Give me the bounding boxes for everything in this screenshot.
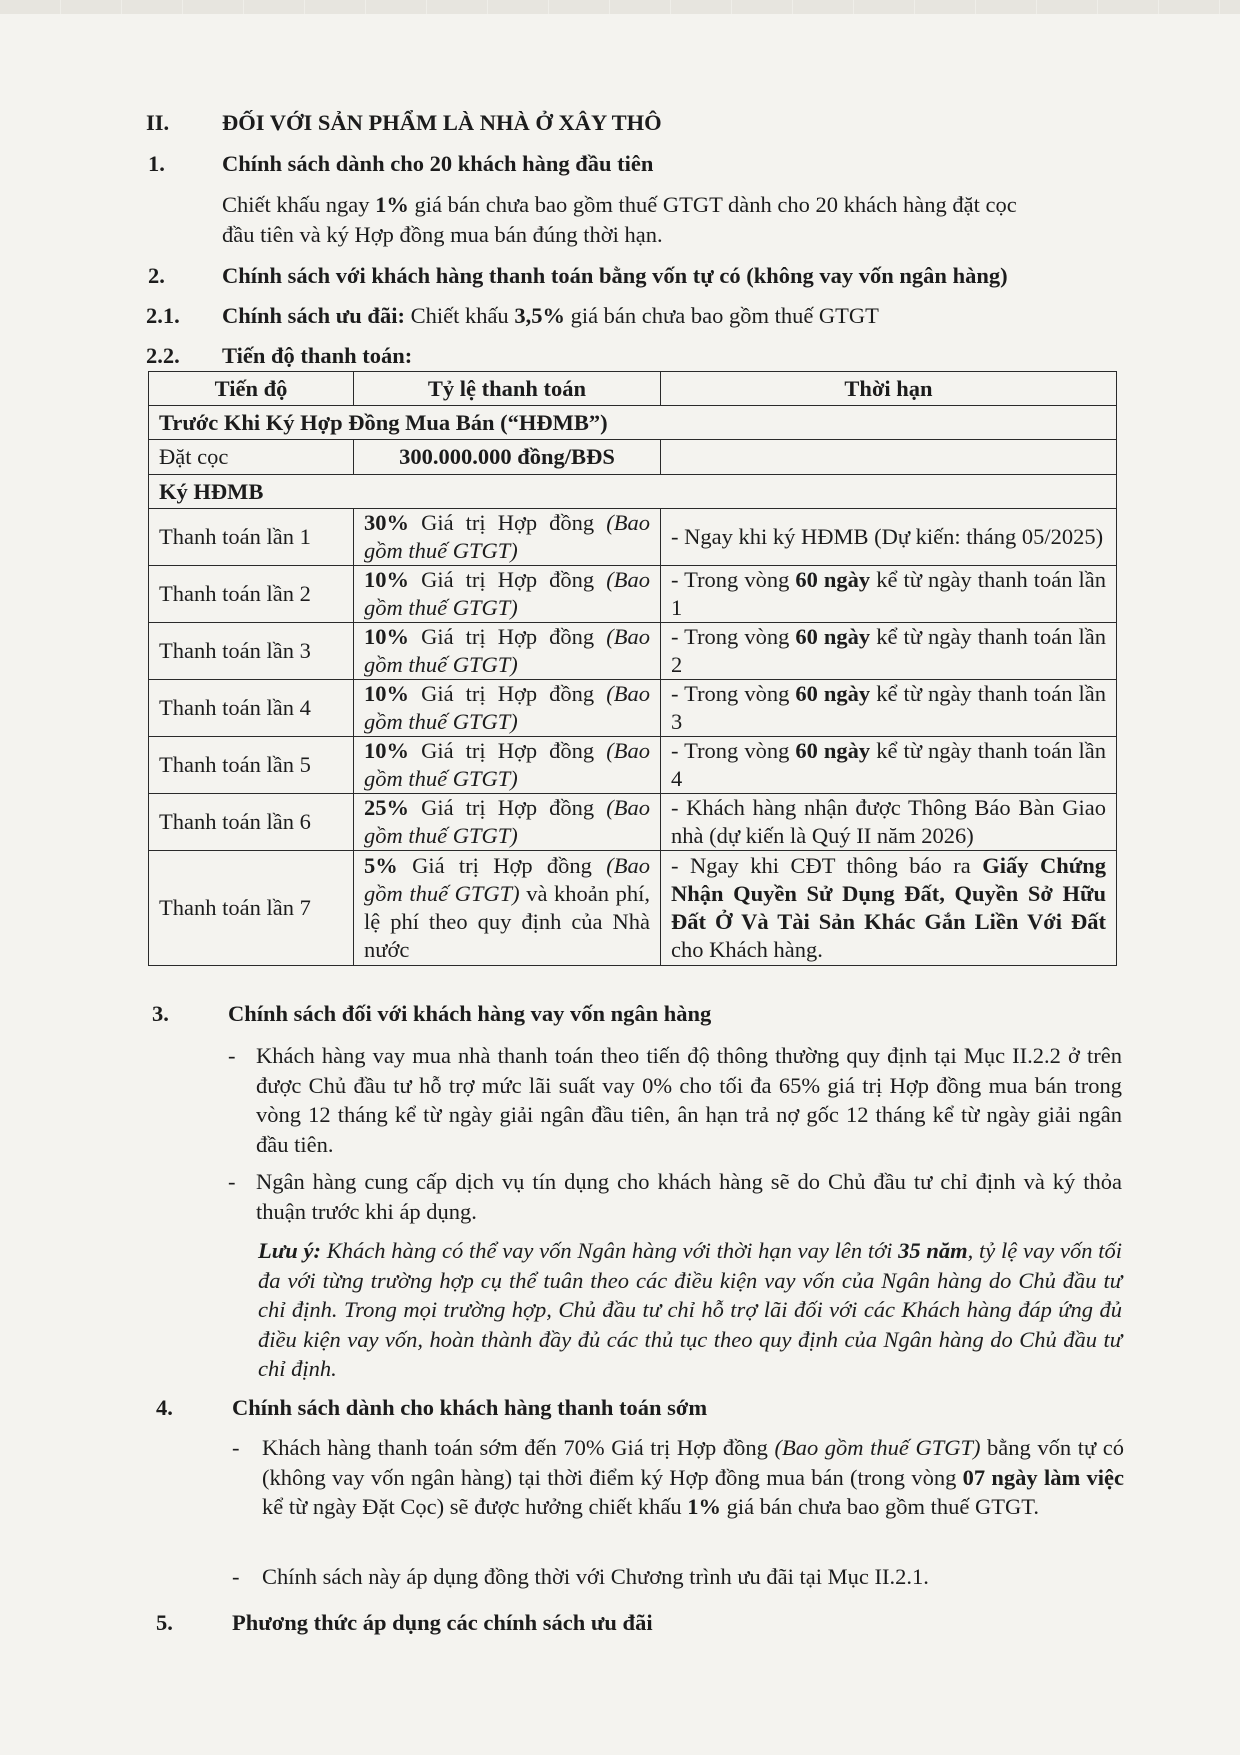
table-row [149, 680, 1117, 737]
deadline-cell: - Ngay khi ký HĐMB (Dự kiến: tháng 05/2025) [661, 509, 1117, 566]
s21-number: 2.1. [146, 303, 180, 328]
s22-title: Tiến độ thanh toán: [222, 343, 413, 368]
s4-bullet2: Chính sách này áp dụng đồng thời với Chương trình ưu đãi tại Mục II.2.1. [262, 1564, 929, 1589]
section-number: II. [146, 110, 170, 135]
deadline-cell: - Ngay khi CĐT thông báo ra Giấy Chứng Nhận Quyền Sử Dụng Đất, Quyền Sở Hữu Đất Ở Và Tài Sản Khác Gắn Liền Với Đất cho Khách hàng. [661, 851, 1117, 966]
bullet-dash: - [228, 1043, 236, 1068]
header-stage: Tiến độ [149, 372, 354, 406]
table-header-row [149, 372, 1117, 406]
s4-bullet1: Khách hàng thanh toán sớm đến 70% Giá trị Hợp đồng (Bao gồm thuế GTGT) bằng vốn tự có (không vay vốn ngân hàng) tại thời điểm ký Hợp đồng mua bán (trong vòng 07 ngày làm việc kể từ ngày Đặt Cọc) sẽ được hưởng chiết khấu 1% giá bán chưa bao gồm thuế GTGT. [262, 1435, 1124, 1519]
table-row [149, 737, 1117, 794]
stage-cell: Thanh toán lần 7 [149, 851, 354, 966]
table-row [149, 509, 1117, 566]
bullet-dash: - [228, 1169, 236, 1194]
s4-number: 4. [156, 1395, 173, 1420]
ratio-cell: 30% Giá trị Hợp đồng (Bao gồm thuế GTGT) [354, 509, 661, 566]
group-row-sign-contract: Ký HĐMB [149, 475, 1117, 509]
header-deadline: Thời hạn [661, 372, 1117, 406]
s5-number: 5. [156, 1610, 173, 1635]
bullet-dash: - [232, 1435, 240, 1460]
deposit-label: Đặt cọc [149, 440, 354, 475]
table-row [149, 566, 1117, 623]
deposit-amount: 300.000.000 đồng/BĐS [354, 440, 661, 475]
s3-note: Lưu ý: Khách hàng có thể vay vốn Ngân hàng với thời hạn vay lên tới 35 năm, tỷ lệ vay vốn tối đa với từng trường hợp cụ thể tuân theo các điều kiện vay vốn của Ngân hàng do Chủ đầu tư chỉ định. Trong mọi trường hợp, Chủ đầu tư chỉ hỗ trợ lãi đối với các Khách hàng đáp ứng đủ điều kiện vay vốn, hoàn thành đầy đủ các thủ tục theo quy định của Ngân hàng do Chủ đầu tư chỉ định. [258, 1238, 1122, 1381]
ratio-cell: 10% Giá trị Hợp đồng (Bao gồm thuế GTGT) [354, 737, 661, 794]
group-row-before-contract: Trước Khi Ký Hợp Đồng Mua Bán (“HĐMB”) [149, 406, 1117, 440]
ratio-cell: 25% Giá trị Hợp đồng (Bao gồm thuế GTGT) [354, 794, 661, 851]
stage-cell: Thanh toán lần 3 [149, 623, 354, 680]
s1-title: Chính sách dành cho 20 khách hàng đầu tiên [222, 151, 654, 176]
stage-cell: Thanh toán lần 4 [149, 680, 354, 737]
s3-number: 3. [152, 1001, 169, 1026]
deadline-cell: - Trong vòng 60 ngày kể từ ngày thanh toán lần 4 [661, 737, 1117, 794]
deadline-cell: - Khách hàng nhận được Thông Báo Bàn Giao nhà (dự kiến là Quý II năm 2026) [661, 794, 1117, 851]
s21-text: Chính sách ưu đãi: Chiết khấu 3,5% giá bán chưa bao gồm thuế GTGT [222, 303, 879, 328]
section-title: ĐỐI VỚI SẢN PHẨM LÀ NHÀ Ở XÂY THÔ [222, 110, 662, 135]
s3-title: Chính sách đối với khách hàng vay vốn ngân hàng [228, 1001, 712, 1026]
header-ratio: Tỷ lệ thanh toán [354, 372, 661, 406]
deadline-cell: - Trong vòng 60 ngày kể từ ngày thanh toán lần 2 [661, 623, 1117, 680]
ratio-cell: 10% Giá trị Hợp đồng (Bao gồm thuế GTGT) [354, 680, 661, 737]
s5-title: Phương thức áp dụng các chính sách ưu đãi [232, 1610, 653, 1635]
s3-bullet2: Ngân hàng cung cấp dịch vụ tín dụng cho khách hàng sẽ do Chủ đầu tư chỉ định và ký thỏa thuận trước khi áp dụng. [256, 1169, 1122, 1224]
ratio-cell: 5% Giá trị Hợp đồng (Bao gồm thuế GTGT) và khoản phí, lệ phí theo quy định của Nhà nước [354, 851, 661, 966]
s4-title: Chính sách dành cho khách hàng thanh toán sớm [232, 1395, 708, 1420]
table-row [149, 851, 1117, 966]
s3-bullet1: Khách hàng vay mua nhà thanh toán theo tiến độ thông thường quy định tại Mục II.2.2 ở trên được Chủ đầu tư hỗ trợ mức lãi suất vay 0% cho tối đa 65% giá trị Hợp đồng mua bán trong vòng 12 tháng kể từ ngày giải ngân đầu tiên, ân hạn trả nợ gốc 12 tháng kể từ ngày giải ngân đầu tiên. [256, 1043, 1122, 1157]
s1-paragraph-line1: Chiết khấu ngay 1% giá bán chưa bao gồm thuế GTGT dành cho 20 khách hàng đặt cọc [222, 192, 1017, 217]
deposit-row [149, 440, 1117, 475]
ratio-cell: 10% Giá trị Hợp đồng (Bao gồm thuế GTGT) [354, 566, 661, 623]
table-row [149, 794, 1117, 851]
deadline-cell: - Trong vòng 60 ngày kể từ ngày thanh toán lần 3 [661, 680, 1117, 737]
stage-cell: Thanh toán lần 1 [149, 509, 354, 566]
deadline-cell: - Trong vòng 60 ngày kể từ ngày thanh toán lần 1 [661, 566, 1117, 623]
table-row [149, 623, 1117, 680]
scan-edge [0, 0, 1240, 14]
s1-paragraph-line2: đầu tiên và ký Hợp đồng mua bán đúng thời hạn. [222, 222, 663, 247]
s22-number: 2.2. [146, 343, 180, 368]
s1-number: 1. [148, 151, 165, 176]
bullet-dash: - [232, 1564, 240, 1589]
stage-cell: Thanh toán lần 6 [149, 794, 354, 851]
ratio-cell: 10% Giá trị Hợp đồng (Bao gồm thuế GTGT) [354, 623, 661, 680]
stage-cell: Thanh toán lần 2 [149, 566, 354, 623]
payment-schedule-table [148, 371, 1117, 966]
s2-title: Chính sách với khách hàng thanh toán bằng vốn tự có (không vay vốn ngân hàng) [222, 263, 1008, 288]
s2-number: 2. [148, 263, 165, 288]
stage-cell: Thanh toán lần 5 [149, 737, 354, 794]
